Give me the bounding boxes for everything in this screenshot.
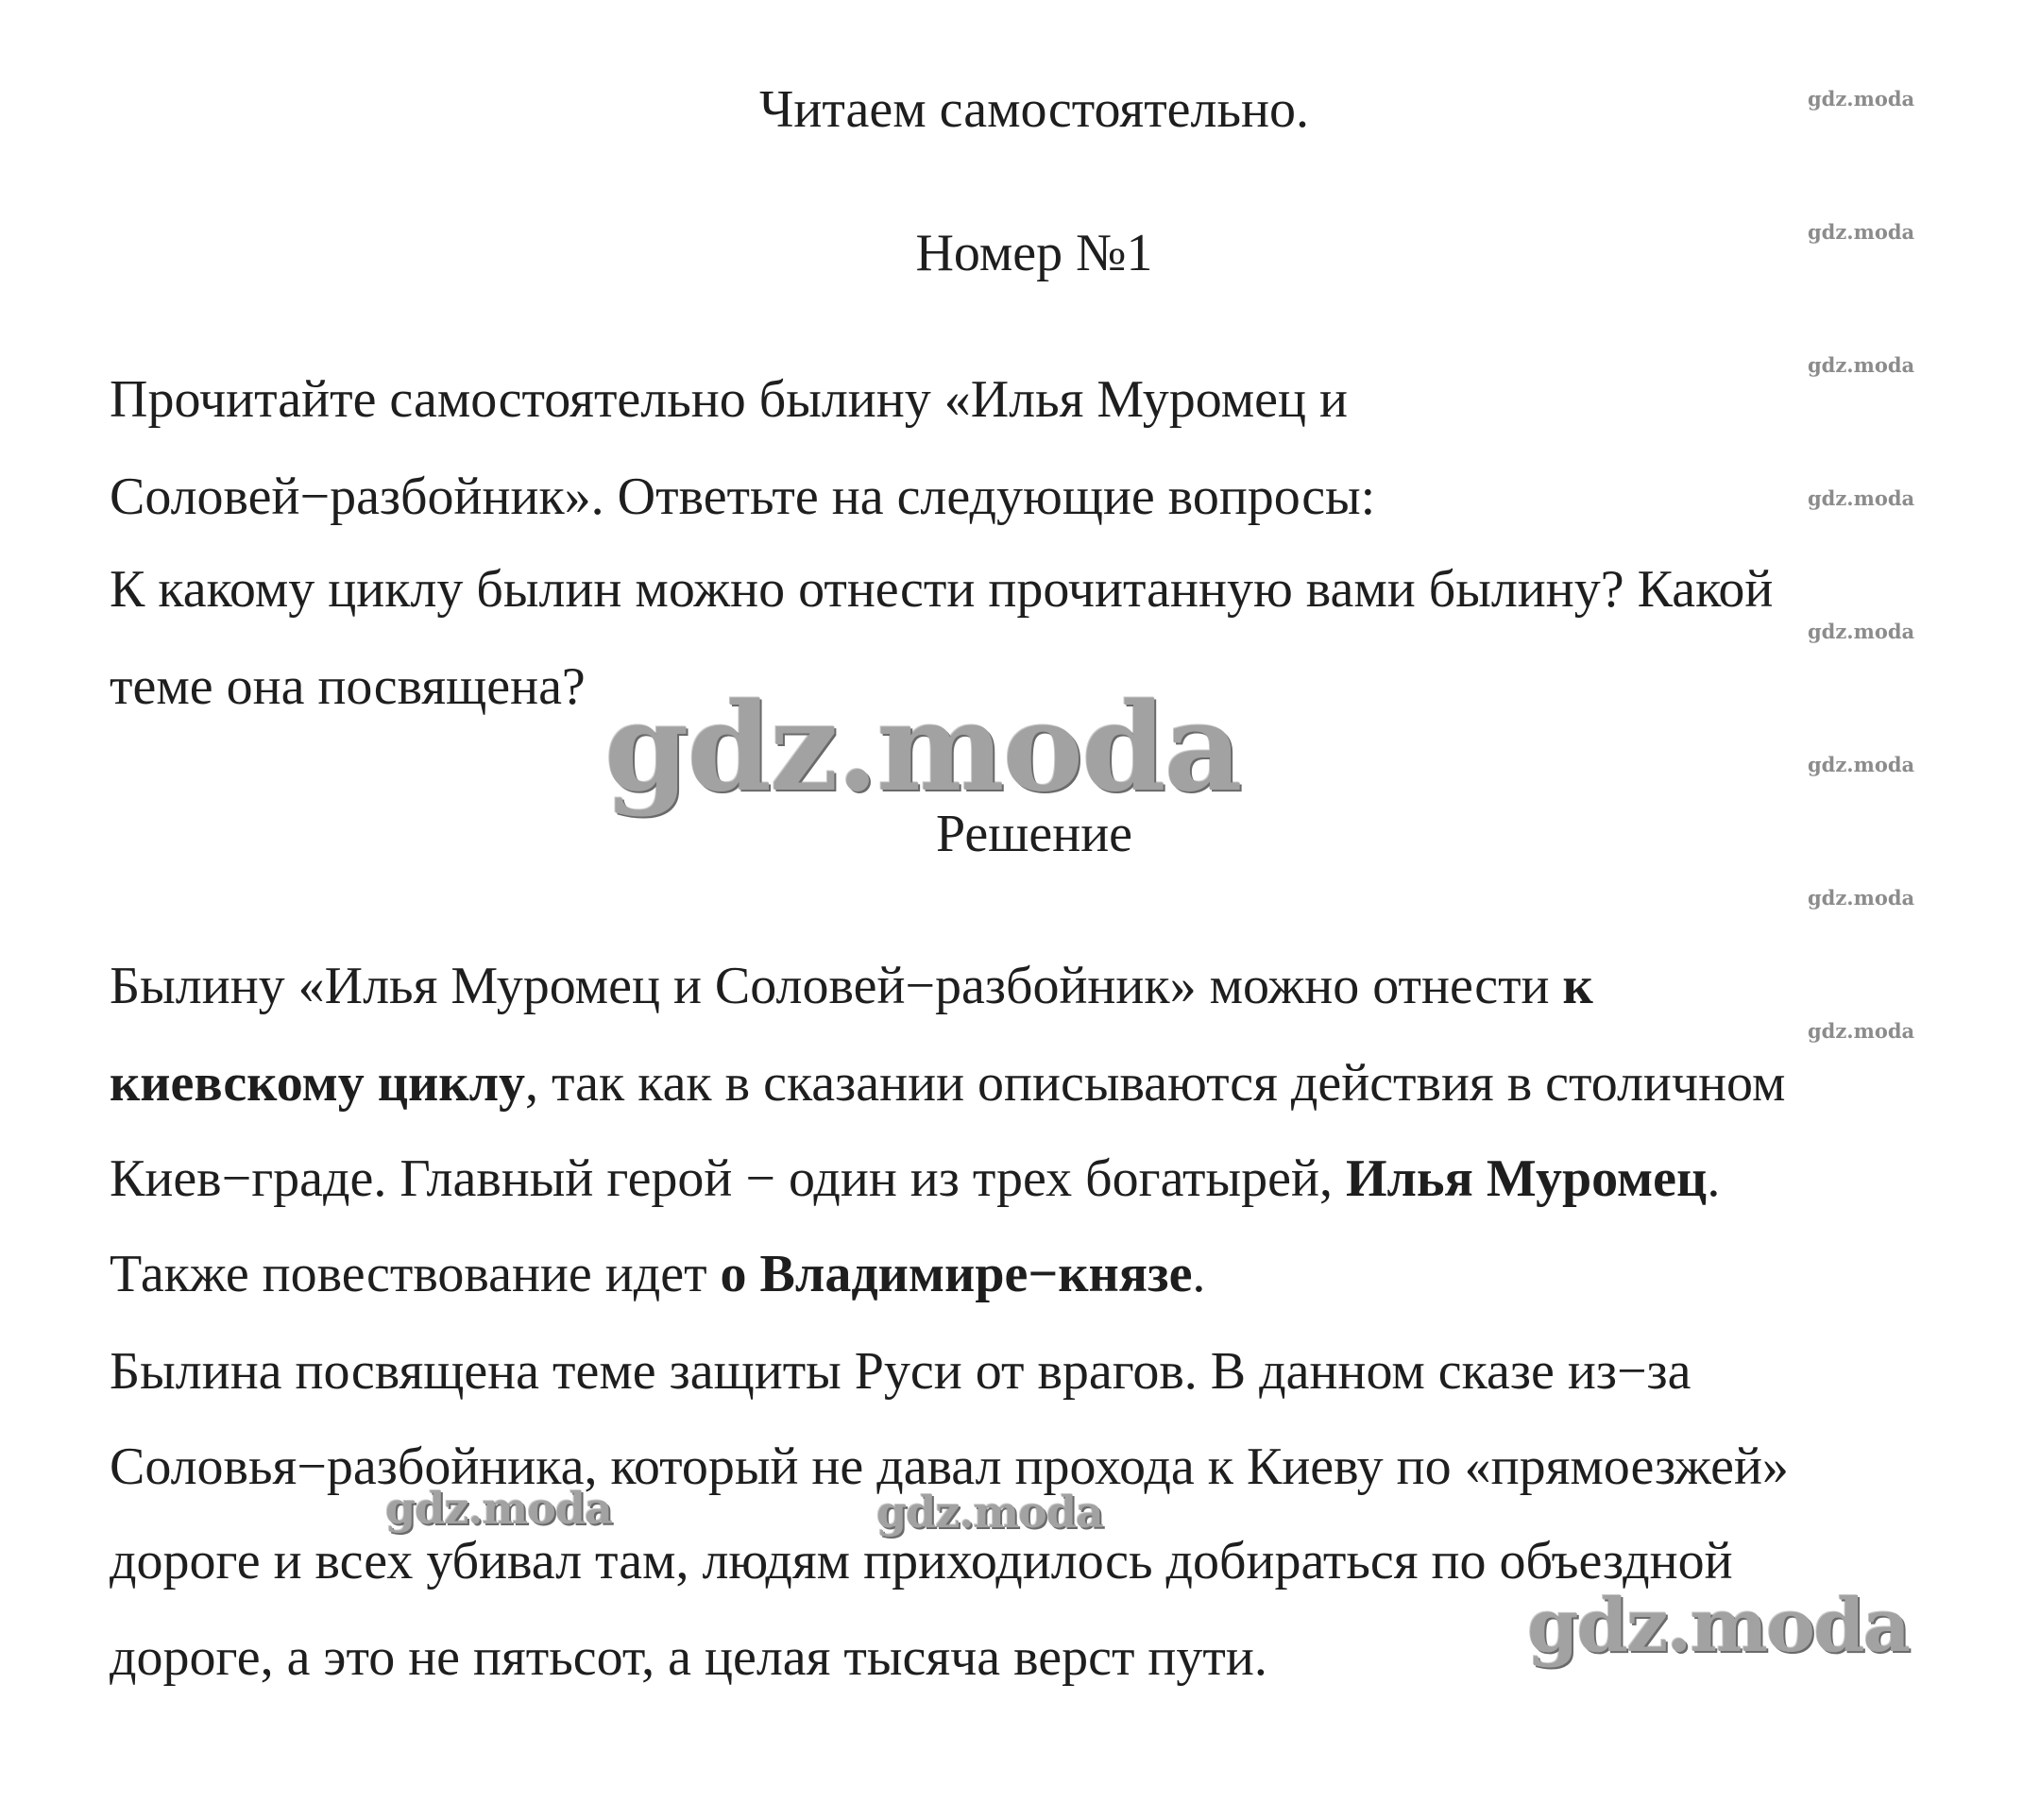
task-line-1: Прочитайте самостоятельно былину «Илья Муромец и <box>110 370 1348 429</box>
solution-line-6: Соловья−разбойника, который не давал прохода к Киеву по «прямоезжей» <box>110 1437 1789 1496</box>
solution-bold-text: киевскому циклу <box>110 1054 525 1113</box>
page-title: Читаем самостоятельно. <box>759 80 1309 139</box>
solution-line-2 <box>110 1054 1786 1113</box>
solution-line-7: дороге и всех убивал там, людям приходилось добираться по объездной <box>110 1532 1733 1590</box>
solution-line-8: дороге, а это не пятьсот, а целая тысяча верст пути. <box>110 1628 1267 1687</box>
solution-text: . <box>1707 1149 1721 1208</box>
solution-text: . <box>1192 1245 1206 1303</box>
watermark-small: gdz.moda <box>1808 486 1915 510</box>
watermark-medium: gdz.moda <box>876 1487 1103 1538</box>
solution-bold-text: к <box>1562 957 1593 1015</box>
solution-line-3 <box>110 1149 1721 1208</box>
watermark-medium: gdz.moda <box>385 1483 612 1534</box>
watermark-small: gdz.moda <box>1808 87 1915 111</box>
watermark-small: gdz.moda <box>1808 886 1915 910</box>
watermark-small: gdz.moda <box>1808 353 1915 377</box>
task-line-2: Соловей−разбойник». Ответьте на следующие вопросы: <box>110 468 1376 526</box>
watermark-large: gdz.moda <box>1527 1583 1910 1669</box>
watermark-small: gdz.moda <box>1808 620 1915 643</box>
solution-text: , так как в сказании описываются действия в столичном <box>525 1054 1786 1113</box>
solution-line-1 <box>110 957 1593 1015</box>
solution-bold-text: о Владимире−князе <box>720 1245 1193 1303</box>
solution-text: Былину «Илья Муромец и Соловей−разбойник» можно отнести <box>110 957 1563 1015</box>
solution-line-5: Былина посвящена теме защиты Руси от врагов. В данном сказе из−за <box>110 1342 1692 1401</box>
task-line-3: К какому циклу былин можно отнести прочитанную вами былину? Какой <box>110 560 1774 619</box>
solution-text: Также повествование идет <box>110 1245 721 1303</box>
task-line-4: теме она посвящена? <box>110 657 586 716</box>
solution-bold-text: Илья Муромец <box>1345 1149 1708 1208</box>
watermark-small: gdz.moda <box>1808 220 1915 244</box>
solution-heading: Решение <box>935 805 1133 863</box>
watermark-small: gdz.moda <box>1808 753 1915 776</box>
task-number: Номер №1 <box>915 224 1153 282</box>
watermark-small: gdz.moda <box>1808 1019 1915 1043</box>
watermark-large: gdz.moda <box>604 677 1241 819</box>
solution-text: Киев−граде. Главный герой − один из трех богатырей, <box>110 1149 1346 1208</box>
solution-line-4 <box>110 1245 1206 1303</box>
